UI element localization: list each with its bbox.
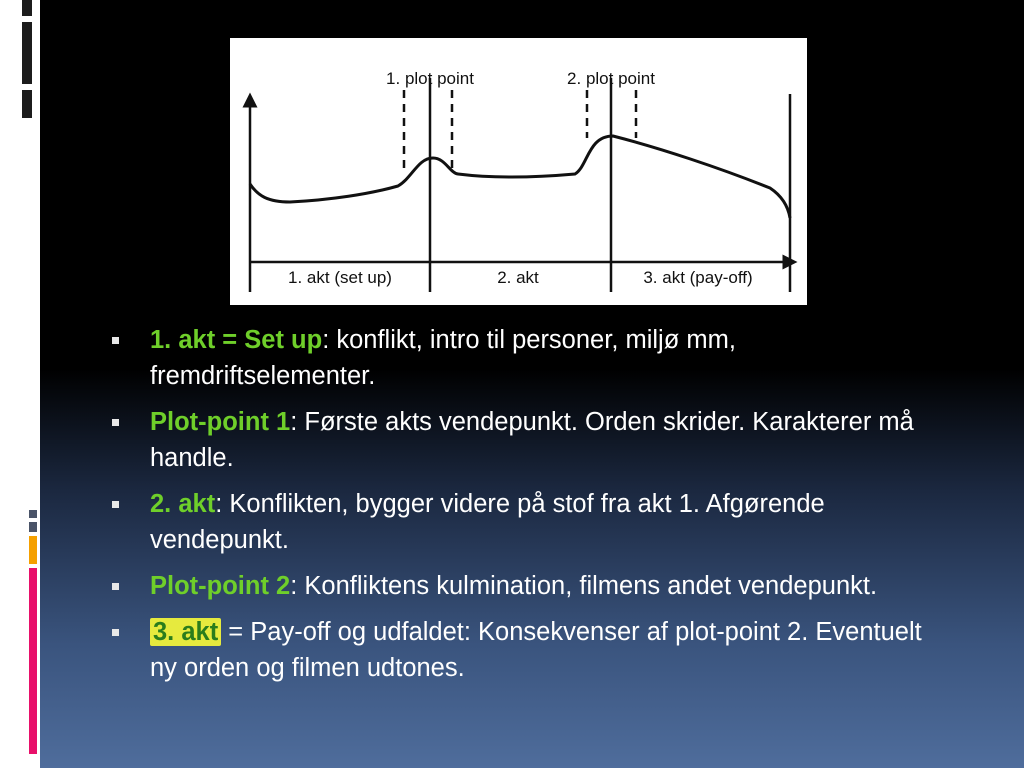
- bullet-marker-icon: [112, 583, 119, 590]
- three-act-structure-diagram: [230, 38, 807, 305]
- bullet-term: Plot-point 2: [150, 572, 291, 600]
- accent-bar-orange: [29, 536, 37, 564]
- diagram-svg: [230, 38, 807, 305]
- top-left-bar: [22, 22, 32, 84]
- bullet-list: [110, 322, 930, 696]
- bullet-marker-icon: [112, 629, 119, 636]
- bullet-text: = Pay-off og udfaldet: Konsekvenser af plot-point 2. Eventuelt ny orden og filmen udtones.: [150, 618, 922, 682]
- top-left-bar: [22, 90, 32, 118]
- top-left-bar: [22, 0, 32, 16]
- act-1-label: 1. akt (set up): [288, 268, 392, 287]
- tension-curve: [250, 136, 790, 218]
- bullet-term-highlighted: 3. akt: [150, 618, 221, 646]
- bullet-item: [110, 486, 930, 558]
- bullet-marker-icon: [112, 419, 119, 426]
- bullet-item: [110, 568, 930, 604]
- plot-point-2-label: 2. plot point: [567, 69, 655, 88]
- bullet-text: : konflikt, intro til personer, miljø mm, fremdriftselementer.: [150, 326, 736, 390]
- bullet-marker-icon: [112, 501, 119, 508]
- bullet-term: 2. akt: [150, 490, 216, 518]
- act-3-label: 3. akt (pay-off): [643, 268, 753, 287]
- bullet-item: [110, 404, 930, 476]
- bullet-text: : Konflikten, bygger videre på stof fra akt 1. Afgørende vendepunkt.: [150, 490, 825, 554]
- bullet-item: [110, 614, 930, 686]
- bullet-term: Plot-point 1: [150, 408, 291, 436]
- bullet-term: 1. akt = Set up: [150, 326, 323, 354]
- left-accent-strip: [0, 0, 40, 768]
- bullet-text: : Konfliktens kulmination, filmens andet vendepunkt.: [290, 572, 878, 600]
- bullet-item: [110, 322, 930, 394]
- accent-bar-gray: [29, 510, 37, 518]
- bullet-marker-icon: [112, 337, 119, 344]
- act-2-label: 2. akt: [497, 268, 539, 287]
- accent-bar-pink: [29, 568, 37, 754]
- plot-point-1-label: 1. plot point: [386, 69, 474, 88]
- bullet-text: : Første akts vendepunkt. Orden skrider. Karakterer må handle.: [150, 408, 914, 472]
- accent-bar-gray: [29, 522, 37, 532]
